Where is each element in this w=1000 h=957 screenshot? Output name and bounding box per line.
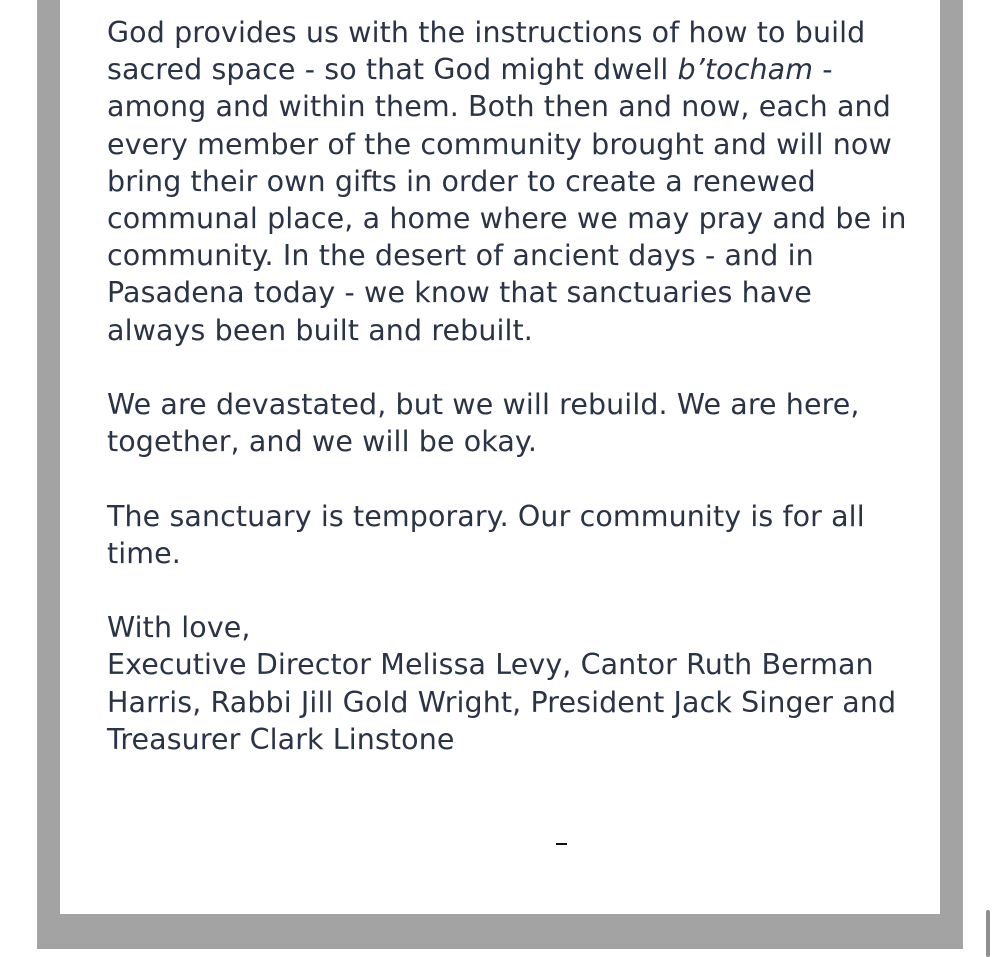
- paragraph-1-end: - among and within them. Both then and now, each and every member of the community brought and will now bring their own gifts in order to create a renewed communal place, a home where we may pray and be in community. In the desert of ancient days - and in Pasadena today - we know that sanctuaries have always been built and rebuilt.: [107, 53, 907, 347]
- paragraph-1-start: God provides us with the instructions of how to build sacred space - so that God might dwell: [107, 16, 866, 87]
- paragraph-community: The sanctuary is temporary. Our community is for all time.: [107, 499, 865, 570]
- page-frame: [37, 0, 963, 949]
- paragraph-sacred-space: [107, 14, 907, 349]
- letter-body: [107, 14, 907, 758]
- italic-word-btocham: b’tocham: [677, 53, 814, 87]
- paragraph-rebuild: We are devastated, but we will rebuild. We are here, together, and we will be okay.: [107, 388, 860, 459]
- scroll-indicator[interactable]: [986, 910, 990, 957]
- closing-salutation: With love,: [107, 611, 251, 645]
- signatories: Executive Director Melissa Levy, Cantor Ruth Berman Harris, Rabbi Jill Gold Wright, President Jack Singer and Treasurer Clark Linstone: [107, 648, 897, 756]
- signature-block: [107, 609, 907, 758]
- letter-sheet: [60, 0, 940, 914]
- page-end-dash: [556, 843, 567, 845]
